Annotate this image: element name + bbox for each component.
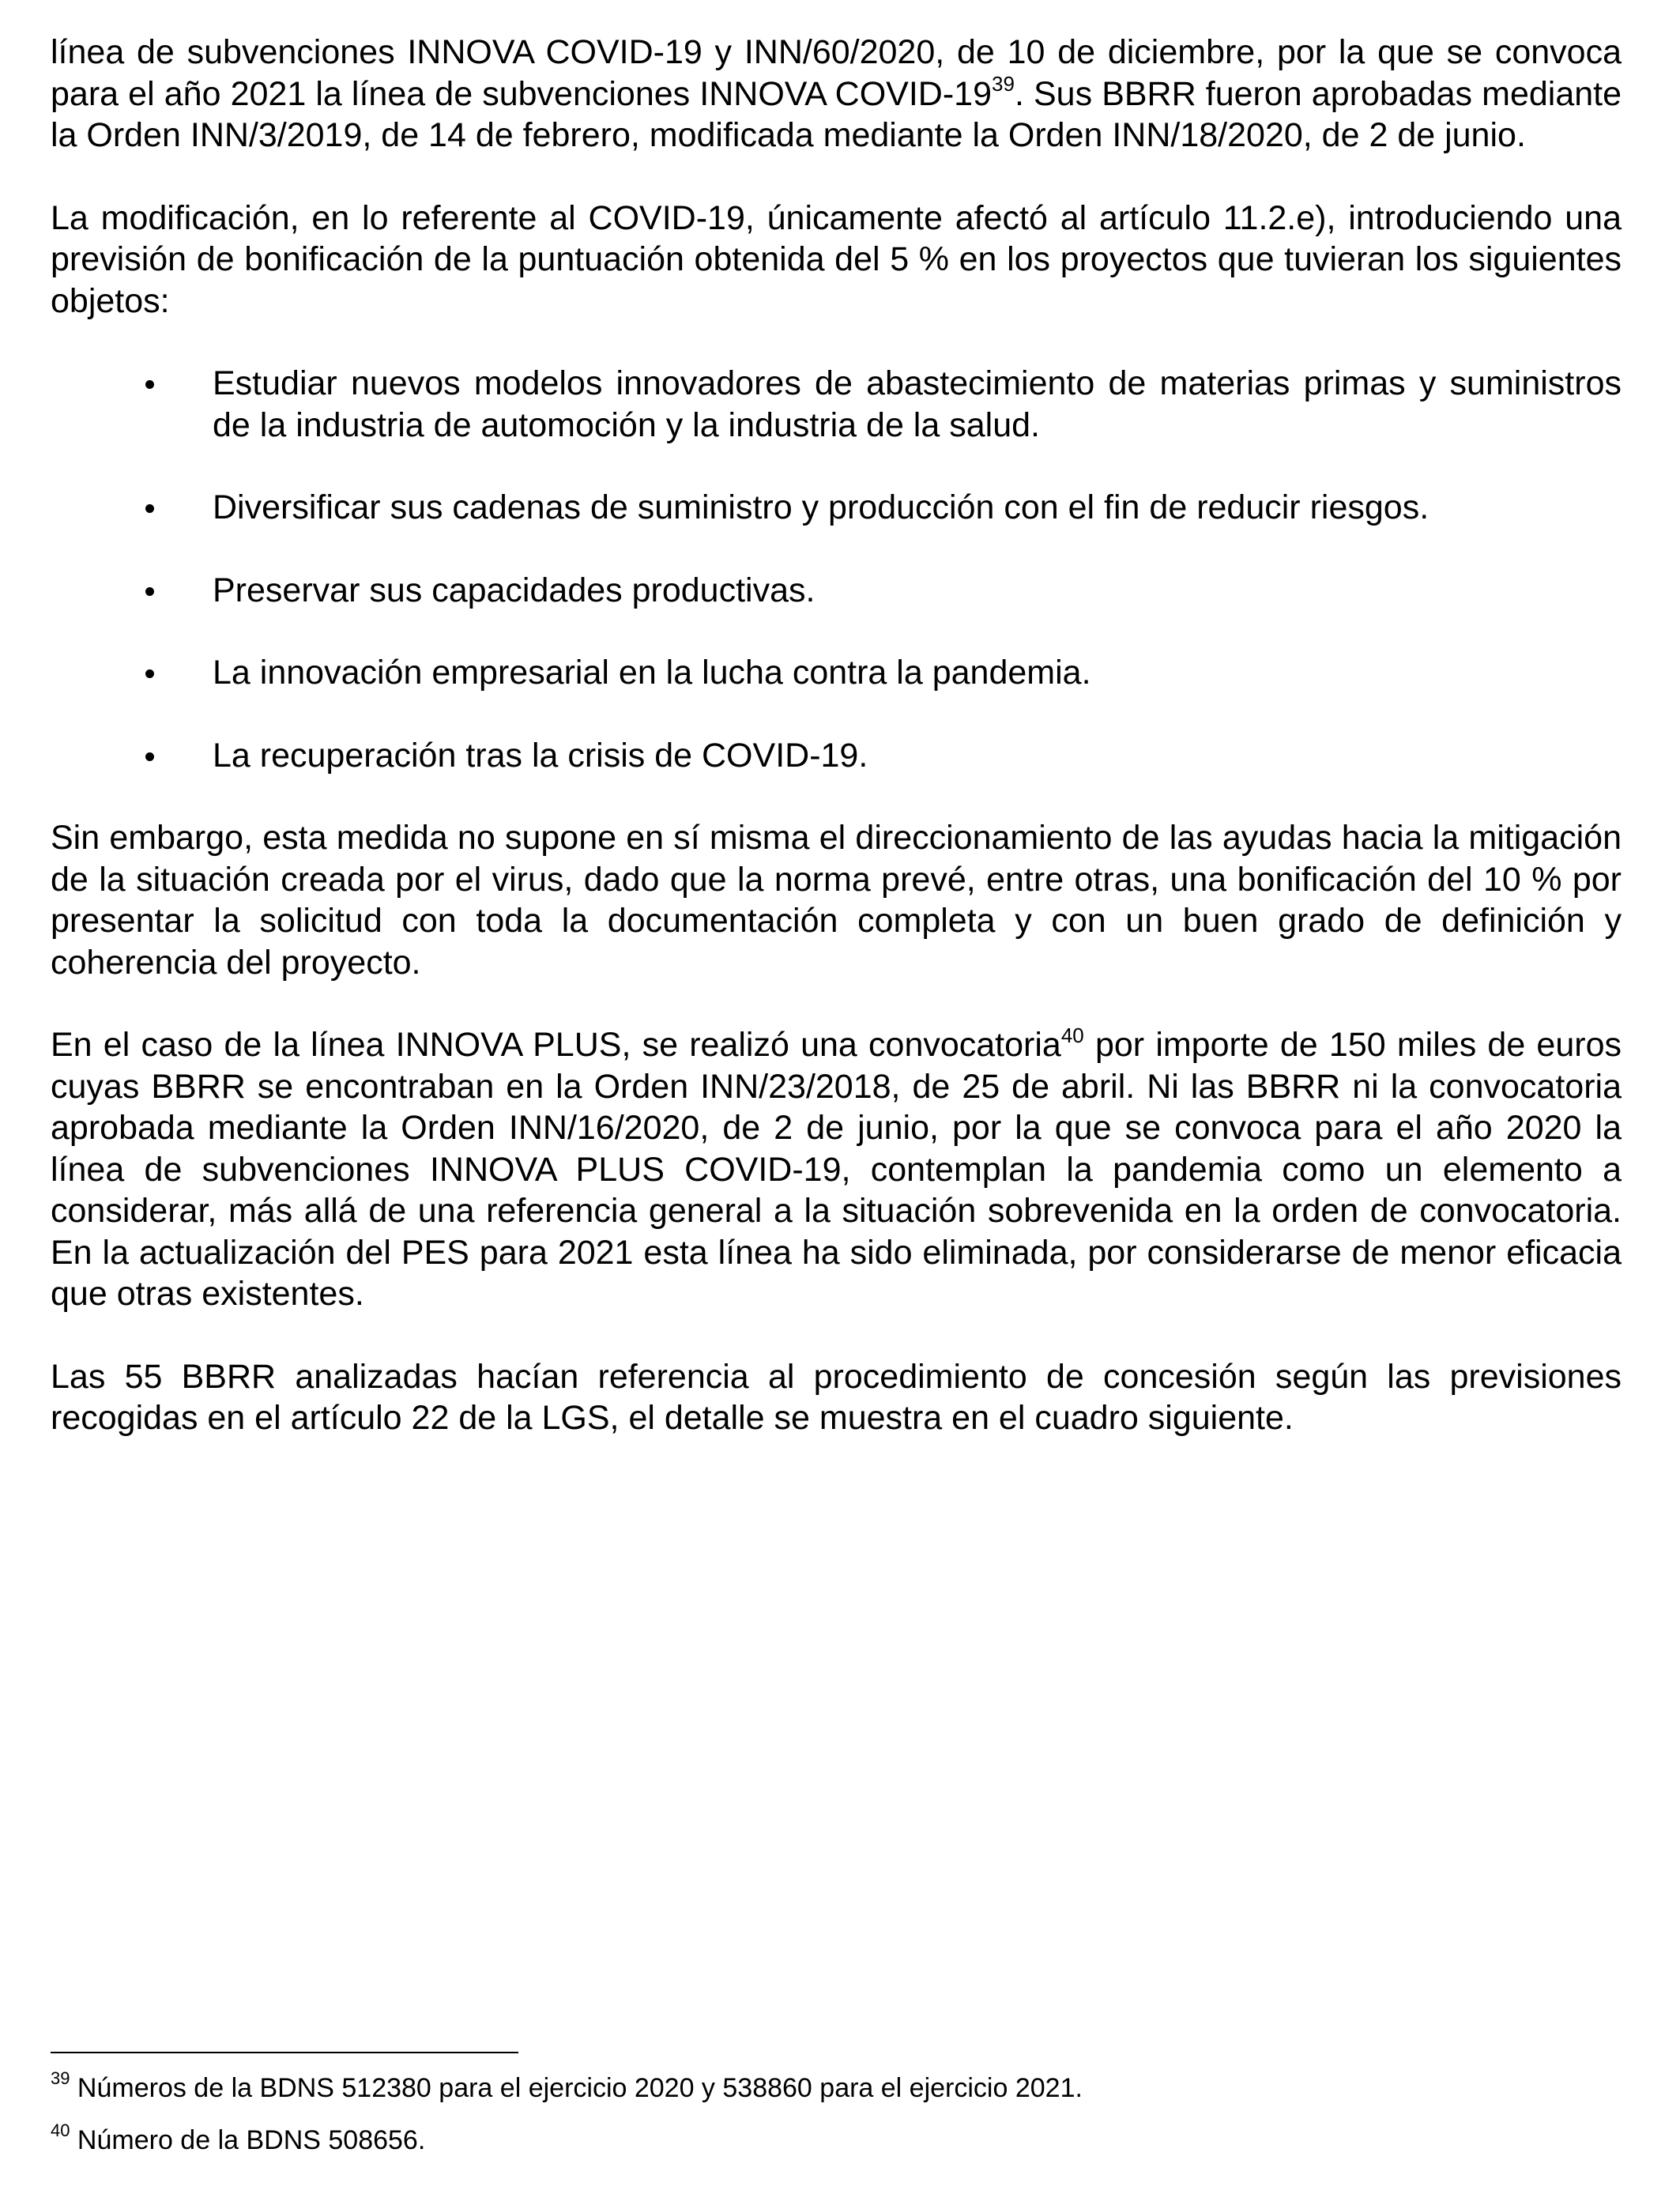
paragraph-modificacion: La modificación, en lo referente al COVID-19, únicamente afectó al artículo 11.2.e), introduciendo una previsión de bonificación de la puntuación obtenida del 5 % en los proyectos que tuvieran los siguientes objetos:	[51, 198, 1622, 320]
bullet-icon	[145, 669, 154, 678]
footnote-text: Número de la BDNS 508656.	[70, 2125, 426, 2155]
bullet-icon	[145, 380, 154, 389]
list-item-text: Preservar sus capacidades productivas.	[213, 571, 816, 609]
paragraph-innova-covid	[51, 32, 1622, 156]
footnote-number: 40	[51, 2120, 70, 2140]
paragraph-bbrr-analizadas: Las 55 BBRR analizadas hacían referencia al procedimiento de concesión según las previsiones recogidas en el artículo 22 de la LGS, el detalle se muestra en el cuadro siguiente.	[51, 1357, 1622, 1437]
paragraph-innova-plus	[51, 1024, 1622, 1315]
paragraph-sin-embargo: Sin embargo, esta medida no supone en sí misma el direccionamiento de las ayudas hacia la mitigación de la situación creada por el virus, dado que la norma prevé, entre otras, una bonificación del 10 % por presentar la solicitud con toda la documentación completa y con un buen grado de definición y coherencia del proyecto.	[51, 819, 1622, 982]
bullet-icon	[145, 504, 154, 513]
footnote-39	[51, 2068, 1622, 2104]
footnote-separator	[51, 2052, 518, 2053]
list-item	[51, 487, 1622, 529]
bullet-icon	[145, 587, 154, 596]
footnotes-section	[51, 2052, 1622, 2177]
document-body	[51, 32, 1622, 1439]
footnote-ref-39[interactable]: 39	[992, 72, 1015, 96]
footnote-text: Números de la BDNS 512380 para el ejercicio 2020 y 538860 para el ejercicio 2021.	[70, 2073, 1083, 2103]
list-item-text: La innovación empresarial en la lucha contra la pandemia.	[213, 654, 1091, 692]
list-item-text: Diversificar sus cadenas de suministro y producción con el fin de reducir riesgos.	[213, 488, 1430, 526]
paragraph-text: En el caso de la línea INNOVA PLUS, se realizó una convocatoria	[51, 1026, 1061, 1064]
list-item	[51, 363, 1622, 446]
paragraph-text: . Sus BBRR fueron aprobadas mediante la Orden INN/3/2019, de 14 de febrero, modificada mediante la Orden INN/18/2020, de 2 de junio.	[51, 74, 1622, 154]
objectives-list	[51, 363, 1622, 776]
list-item	[51, 570, 1622, 612]
bullet-icon	[145, 752, 154, 761]
footnote-number: 39	[51, 2068, 70, 2088]
list-item-text: La recuperación tras la crisis de COVID-19.	[213, 736, 868, 775]
paragraph-text: línea de subvenciones INNOVA COVID-19 y INN/60/2020, de 10 de diciembre, por la que se convoca para el año 2021 la línea de subvenciones INNOVA COVID-19	[51, 33, 1622, 113]
paragraph-text: por importe de 150 miles de euros cuyas BBRR se encontraban en la Orden INN/23/2018, de 25 de abril. Ni las BBRR ni la convocatoria aprobada mediante la Orden INN/16/2020, de 2 de junio, por la que se convoca para el año 2020 la línea de subvenciones INNOVA PLUS COVID-19, contemplan la pandemia como un elemento a considerar, más allá de una referencia general a la situación sobrevenida en la orden de convocatoria. En la actualización del PES para 2021 esta línea ha sido eliminada, por considerarse de menor eficacia que otras existentes.	[51, 1026, 1622, 1313]
list-item	[51, 652, 1622, 694]
footnote-ref-40[interactable]: 40	[1060, 1023, 1084, 1047]
footnote-40	[51, 2120, 1622, 2156]
list-item	[51, 735, 1622, 777]
list-item-text: Estudiar nuevos modelos innovadores de abastecimiento de materias primas y suministros de la industria de automoción y la industria de la salud.	[213, 364, 1622, 444]
